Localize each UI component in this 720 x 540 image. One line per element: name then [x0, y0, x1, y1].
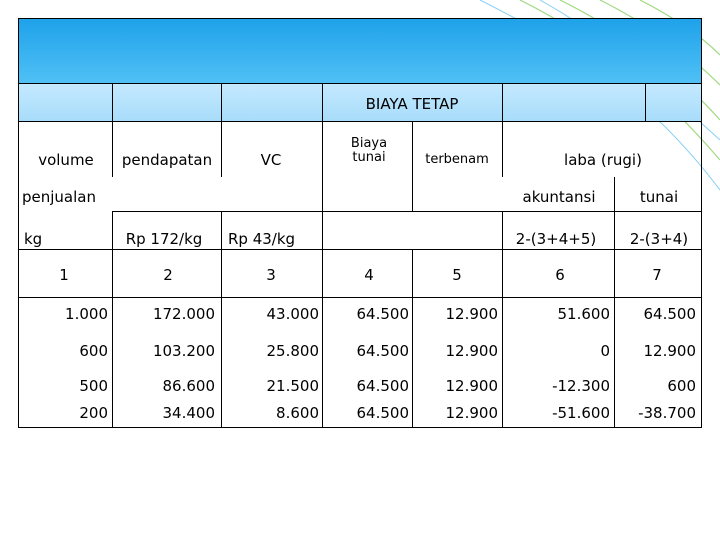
col-divider [502, 122, 503, 177]
header-volume: volume [38, 151, 94, 169]
table-cell: 0 [600, 342, 610, 360]
col-divider [322, 122, 323, 250]
col-divider [614, 177, 615, 250]
col-divider [502, 84, 503, 122]
table-cell: 64.500 [356, 404, 409, 422]
header-laba-rugi: laba (rugi) [564, 151, 642, 169]
table-cell: 500 [79, 377, 108, 395]
table-cell: 64.500 [643, 305, 696, 323]
header-pendapatan: pendapatan [121, 151, 213, 169]
table-cell: 64.500 [356, 377, 409, 395]
col-divider [502, 212, 503, 250]
table-cell: 25.800 [266, 342, 319, 360]
header-vc: VC [260, 151, 282, 169]
column-number: 2 [163, 266, 173, 284]
table-cell: 103.200 [152, 342, 215, 360]
table-cell: 12.900 [445, 377, 498, 395]
table-cell: 12.900 [445, 305, 498, 323]
col-divider [614, 250, 615, 428]
table-cell: 200 [79, 404, 108, 422]
header-akuntansi: akuntansi [522, 188, 596, 206]
table-cell: 64.500 [356, 305, 409, 323]
col-divider [322, 84, 323, 122]
col-divider [412, 250, 413, 428]
header-tunai: tunai [639, 188, 679, 206]
table-cell: 21.500 [266, 377, 319, 395]
rule-header [19, 121, 702, 122]
table-cell: 64.500 [356, 342, 409, 360]
header-biaya-tunai-line1: Biaya [350, 136, 388, 151]
cost-table [18, 18, 702, 428]
col-divider [221, 122, 222, 177]
col-divider [322, 250, 323, 428]
header-biaya-tetap: BIAYA TETAP [365, 95, 459, 113]
table-cell: 600 [667, 377, 696, 395]
table-cell: 1.000 [65, 305, 108, 323]
header-penjualan: penjualan [22, 188, 96, 206]
rule-numbers [19, 249, 702, 250]
column-number: 7 [652, 266, 662, 284]
col-divider [112, 122, 113, 177]
col-divider [502, 250, 503, 428]
table-cell: 12.900 [445, 342, 498, 360]
table-cell: 600 [79, 342, 108, 360]
table-cell: 12.900 [643, 342, 696, 360]
unit-kg: kg [24, 230, 43, 248]
col-divider [221, 250, 222, 428]
col-divider [221, 84, 222, 122]
column-number: 5 [452, 266, 462, 284]
table-cell: 12.900 [445, 404, 498, 422]
col-divider [112, 250, 113, 428]
table-cell: 34.400 [162, 404, 215, 422]
header-terbenam: terbenam [425, 152, 489, 167]
header-biaya-tunai-line2: tunai [352, 150, 386, 165]
column-number: 4 [364, 266, 374, 284]
column-number: 6 [555, 266, 565, 284]
column-number: 1 [59, 266, 69, 284]
col-divider [412, 122, 413, 212]
unit-vc: Rp 43/kg [228, 230, 296, 248]
column-number: 3 [266, 266, 276, 284]
col-divider [112, 212, 113, 250]
col-divider [221, 212, 222, 250]
col-divider [645, 84, 646, 122]
col-divider [112, 84, 113, 122]
rule-top-header [19, 83, 702, 84]
formula-akuntansi: 2-(3+4+5) [515, 230, 597, 248]
table-cell: -12.300 [552, 377, 610, 395]
rule-data [19, 297, 702, 298]
table-cell: 86.600 [162, 377, 215, 395]
table-cell: 172.000 [152, 305, 215, 323]
table-cell: 51.600 [557, 305, 610, 323]
table-cell: -51.600 [552, 404, 610, 422]
formula-tunai: 2-(3+4) [629, 230, 689, 248]
table-cell: 8.600 [276, 404, 319, 422]
unit-pendapatan: Rp 172/kg [125, 230, 203, 248]
table-cell: 43.000 [266, 305, 319, 323]
table-cell: -38.700 [638, 404, 696, 422]
